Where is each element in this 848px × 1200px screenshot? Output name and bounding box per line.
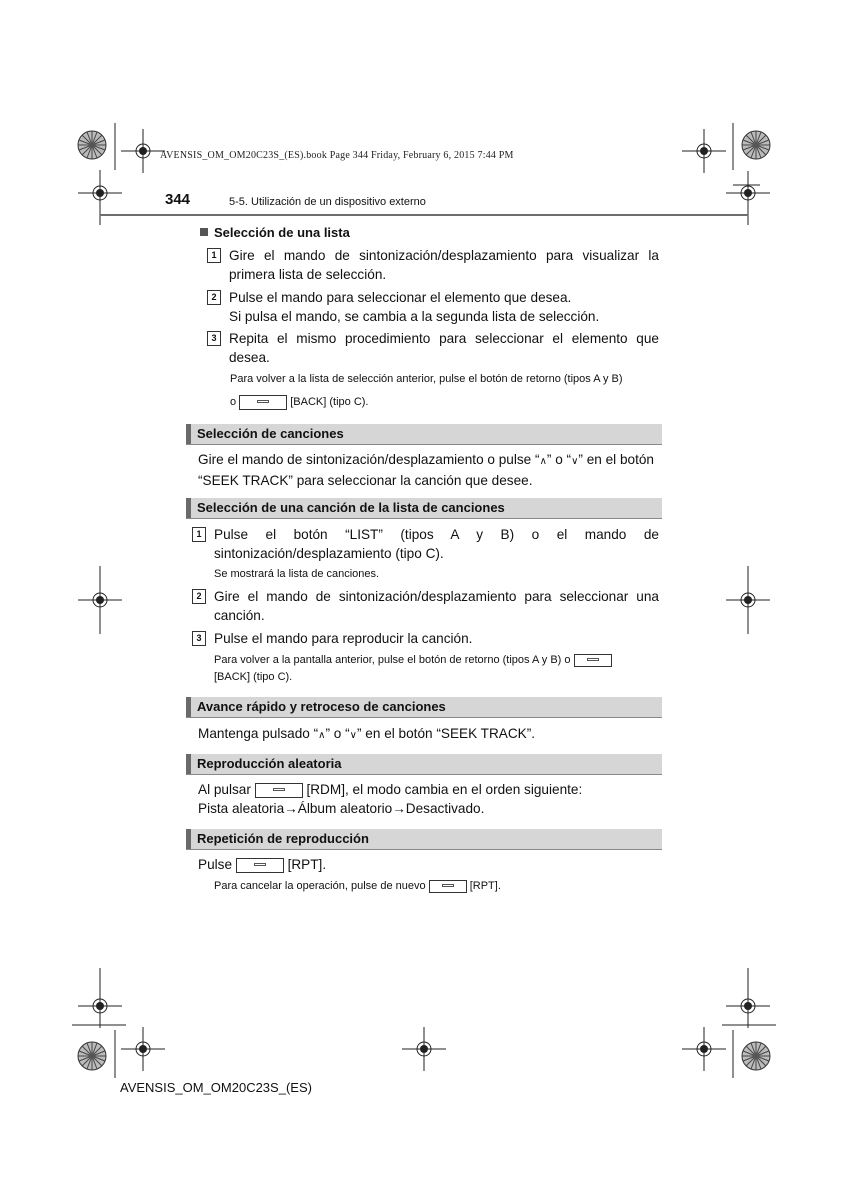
rpt-button-icon (429, 880, 467, 893)
up-arrow-icon: ∧ (318, 730, 326, 741)
arrow-right-icon: → (392, 801, 406, 816)
crosshair-icon (726, 984, 770, 1028)
star-target-icon (742, 131, 770, 159)
book-info-line: AVENSIS_OM_OM20C23S_(ES).book Page 344 Friday, February 6, 2015 7:44 PM (160, 150, 514, 161)
header-rule (100, 214, 748, 216)
crosshair-icon (121, 1027, 165, 1071)
song-step-3: 3 Pulse el mando para reproducir la canción. (192, 629, 659, 648)
square-bullet-icon (200, 228, 208, 236)
arrow-right-icon: → (284, 801, 298, 816)
repeat-play-text: Pulse [RPT]. (198, 857, 327, 872)
fast-forward-text: Mantenga pulsado “∧” o “∨” en el botón “SEEK TRACK”. (198, 726, 536, 741)
crosshair-icon (121, 129, 165, 173)
footer-text: AVENSIS_OM_OM20C23S_(ES) (120, 1080, 312, 1095)
list-step-3: 3 Repita el mismo procedimiento para seleccionar el elemento que desea. (207, 329, 659, 367)
star-target-icon (742, 1042, 770, 1070)
rpt-button-icon (236, 858, 284, 873)
section-title: 5-5. Utilización de un dispositivo externo (229, 196, 426, 208)
page-number: 344 (165, 191, 191, 208)
random-play-bar: Reproducción aleatoria (186, 754, 662, 775)
back-button-icon (239, 395, 287, 410)
repeat-play-bar: Repetición de reproducción (186, 829, 662, 850)
list-note: Para volver a la lista de selección anterior, pulse el botón de retorno (tipos A y B) o [BACK] (tipo C). (230, 373, 623, 408)
down-arrow-icon: ∨ (571, 456, 579, 467)
crosshair-icon (682, 1027, 726, 1071)
song-selection-text: Gire el mando de sintonización/desplazamiento o pulse “∧” o “∨” en el botón “SEEK TRACK” para seleccionar la canción que desee. (198, 452, 654, 488)
song-note-3: Para volver a la pantalla anterior, pulse el botón de retorno (tipos A y B) o [BACK] (tipo C). (214, 652, 660, 686)
up-arrow-icon: ∧ (539, 456, 547, 467)
song-step-1: 1 Pulse el botón “LIST” (tipos A y B) o el mando de sintonización/desplazamiento (tipo C). (192, 525, 659, 563)
star-target-icon (78, 1042, 106, 1070)
crosshair-icon (682, 129, 726, 173)
crosshair-icon (402, 1027, 446, 1071)
song-step-2: 2 Gire el mando de sintonización/desplazamiento para seleccionar una canción. (192, 587, 659, 625)
list-step-2: 2 Pulse el mando para seleccionar el elemento que desea. Si pulsa el mando, se cambia a la segunda lista de selección. (207, 288, 659, 326)
star-target-icon (78, 131, 106, 159)
list-step-1: 1 Gire el mando de sintonización/desplazamiento para visualizar la primera lista de selección. (207, 246, 659, 284)
back-button-icon (574, 654, 612, 667)
song-list-selection-bar: Selección de una canción de la lista de canciones (186, 498, 662, 519)
crosshair-icon (78, 984, 122, 1028)
random-play-text: Al pulsar [RDM], el modo cambia en el orden siguiente: Pista aleatoria→Álbum aleatorio→Desactivado. (198, 782, 583, 816)
song-selection-bar: Selección de canciones (186, 424, 662, 445)
rdm-button-icon (255, 783, 303, 798)
repeat-note: Para cancelar la operación, pulse de nuevo [RPT]. (214, 880, 501, 892)
list-selection-heading: Selección de una lista (200, 225, 350, 240)
down-arrow-icon: ∨ (349, 730, 357, 741)
fast-forward-bar: Avance rápido y retroceso de canciones (186, 697, 662, 718)
song-note-1: Se mostrará la lista de canciones. (214, 568, 380, 580)
